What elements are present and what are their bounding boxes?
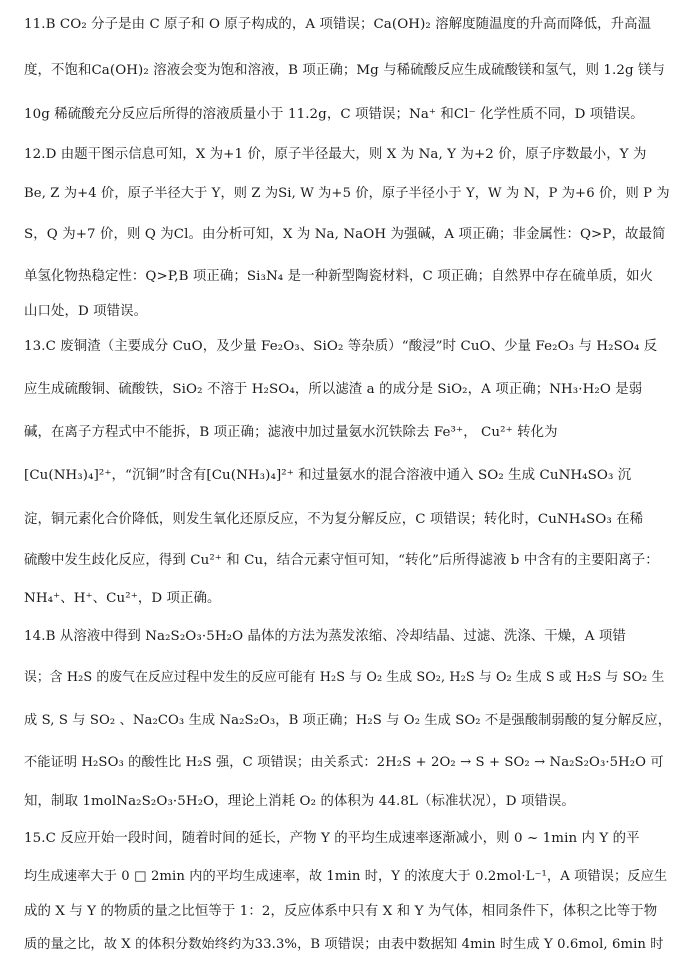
text-line-16: 14.B 从溶液中得到 Na₂S₂O₃·5H₂O 晶体的方法为蒸发浓缩、冷却结晶、过滤、洗涤、干燥，A 项错 — [24, 629, 626, 644]
text-line-23: 成的 X 与 Y 的物质的量之比恒等于 1：2，反应体系中只有 X 和 Y 为气体，相同条件下，体积之比等于物 — [24, 904, 658, 919]
text-line-21: 15.C 反应开始一段时间，随着时间的延长，产物 Y 的平均生成速率逐渐减小，则 0 ~ 1min 内 Y 的平 — [24, 831, 640, 846]
text-line-15: NH₄⁺、H⁺、Cu²⁺，D 项正确。 — [24, 591, 221, 606]
text-line-9: 13.C 废铜渣（主要成分 CuO，及少量 Fe₂O₃、SiO₂ 等杂质）“酸浸”时 CuO、少量 Fe₂O₃ 与 H₂SO₄ 反 — [24, 339, 658, 354]
text-line-14: 硫酸中发生歧化反应，得到 Cu²⁺ 和 Cu，结合元素守恒可知，“转化”后所得滤液 b 中含有的主要阳离子： — [24, 553, 659, 568]
text-line-4: 12.D 由题干图示信息可知，X 为+1 价，原子半径最大，则 X 为 Na, Y 为+2 价，原子序数最小，Y 为 — [24, 147, 647, 162]
text-line-24: 质的量之比，故 X 的体积分数始终约为33.3%，B 项错误；由表中数据知 4min 时生成 Y 0.6mol, 6min 时 — [24, 937, 664, 952]
text-line-1: 11.B CO₂ 分子是由 C 原子和 O 原子构成的，A 项错误；Ca(OH)₂ 溶解度随温度的升高而降低，升高温 — [24, 17, 652, 32]
text-line-5: Be, Z 为+4 价，原子半径大于 Y，则 Z 为Si, W 为+5 价，原子半径小于 Y，W 为 N，P 为+6 价，则 P 为 — [24, 186, 670, 201]
text-line-12: [Cu(NH₃)₄]²⁺，“沉铜”时含有[Cu(NH₃)₄]²⁺ 和过量氨水的混合溶液中通入 SO₂ 生成 CuNH₄SO₃ 沉 — [24, 468, 632, 483]
text-line-13: 淀，铜元素化合价降低，则发生氧化还原反应，不为复分解反应，C 项错误；转化时，CuNH₄SO₃ 在稀 — [24, 512, 644, 527]
text-line-3: 10g 稀硫酸充分反应后所得的溶液质量小于 11.2g，C 项错误；Na⁺ 和Cl⁻ 化学性质不同，D 项错误。 — [24, 107, 644, 122]
text-line-8: 山口处，D 项错误。 — [24, 304, 148, 319]
text-line-22: 均生成速率大于 0 □ 2min 内的平均生成速率，故 1min 时，Y 的浓度大于 0.2mol·L⁻¹，A 项错误；反应生 — [24, 869, 668, 884]
text-line-11: 碱，在离子方程式中不能拆，B 项正确；滤液中加过量氨水沉铁除去 Fe³⁺， Cu²⁺ 转化为 — [24, 425, 558, 440]
text-line-6: S，Q 为+7 价，则 Q 为Cl。由分析可知，X 为 Na, NaOH 为强碱，A 项正确；非金属性：Q>P，故最简 — [24, 227, 666, 242]
text-line-18: 成 S, S 与 SO₂ 、Na₂CO₃ 生成 Na₂S₂O₃，B 项正确；H₂S 与 O₂ 生成 SO₂ 不是强酸制弱酸的复分解反应， — [24, 713, 672, 728]
text-line-10: 应生成硫酸铜、硫酸铁，SiO₂ 不溶于 H₂SO₄，所以滤渣 a 的成分是 SiO₂，A 项正确；NH₃·H₂O 是弱 — [24, 382, 643, 397]
text-line-17: 误；含 H₂S 的废气在反应过程中发生的反应可能有 H₂S 与 O₂ 生成 SO₂, H₂S 与 O₂ 生成 S 或 H₂S 与 SO₂ 生 — [24, 670, 665, 685]
text-line-20: 知，制取 1molNa₂S₂O₃·5H₂O，理论上消耗 O₂ 的体积为 44.8L（标准状况），D 项错误。 — [24, 794, 575, 809]
text-line-19: 不能证明 H₂SO₃ 的酸性比 H₂S 强，C 项错误；由关系式：2H₂S + 2O₂ → S + SO₂ → Na₂S₂O₃·5H₂O 可 — [24, 755, 664, 770]
text-line-7: 单氢化物热稳定性：Q>P,B 项正确；Si₃N₄ 是一种新型陶瓷材料，C 项正确；自然界中存在硫单质，如火 — [24, 269, 654, 284]
text-line-2: 度，不饱和Ca(OH)₂ 溶液会变为饱和溶液，B 项正确；Mg 与稀硫酸反应生成硫酸镁和氢气，则 1.2g 镁与 — [24, 63, 666, 78]
